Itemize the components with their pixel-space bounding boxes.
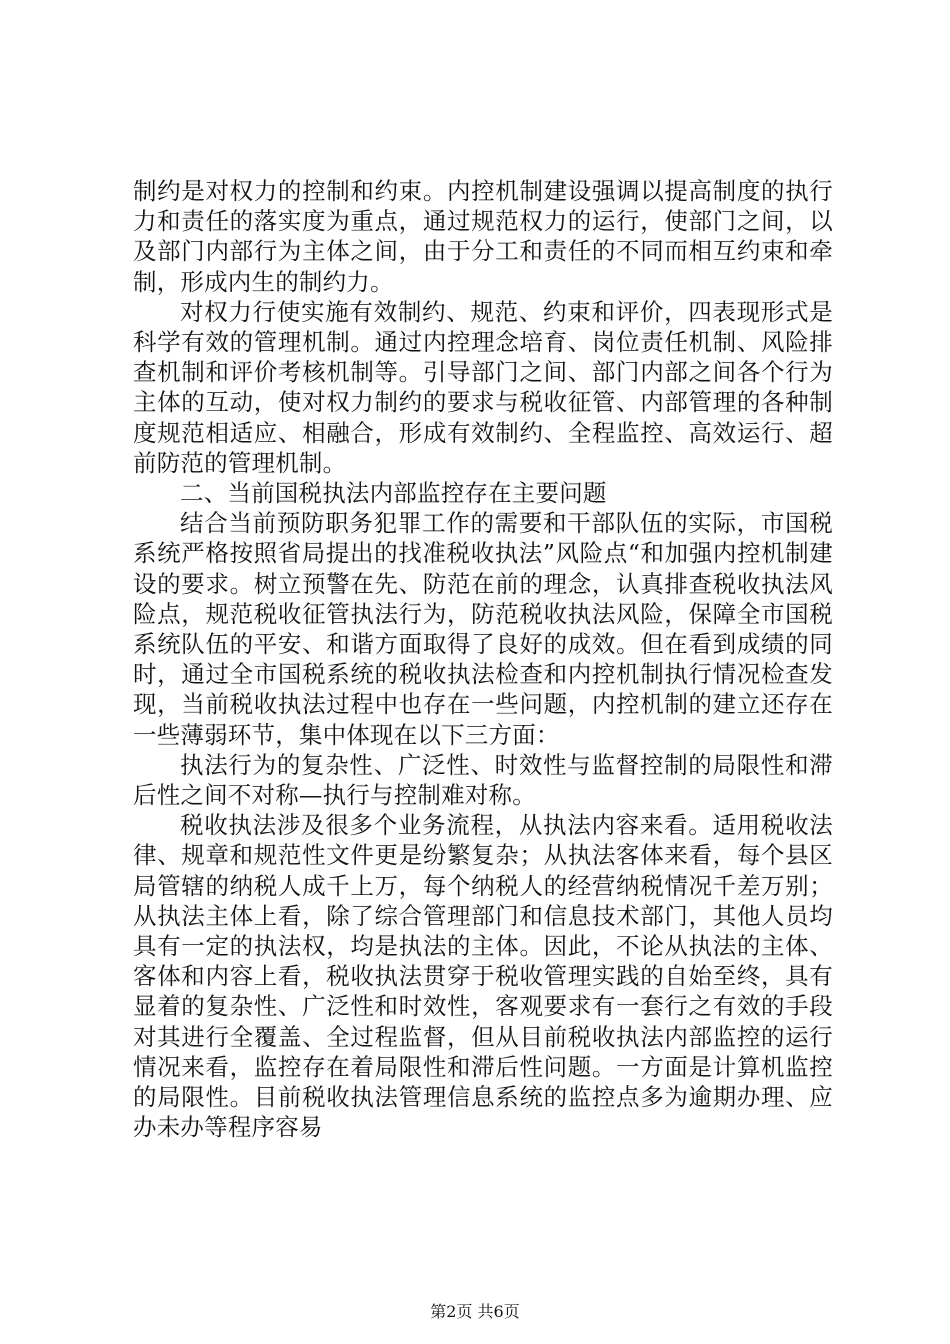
document-body [133, 176, 833, 1143]
paragraph-power-restraint: 对权力行使实施有效制约、规范、约束和评价，四表现形式是科学有效的管理机制。通过内控理念培育、岗位责任机制、风险排查机制和评价考核机制等。引导部门之间、部门内部之间各个行为主体的互动，使对权力制约的要求与税收征管、内部管理的各种制度规范相适应、相融合，形成有效制约、全程监控、高效运行、超前防范的管理机制。 [133, 297, 833, 477]
paragraph-continuation: 制约是对权力的控制和约束。内控机制建设强调以提高制度的执行力和责任的落实度为重点，通过规范权力的运行，使部门之间，以及部门内部行为主体之间，由于分工和责任的不同而相互约束和牵制，形成内生的制约力。 [133, 177, 833, 296]
paragraph-enforcement-complexity: 税收执法涉及很多个业务流程，从执法内容来看。适用税收法律、规章和规范性文件更是纷繁复杂；从执法客体来看，每个县区局管辖的纳税人成千上万，每个纳税人的经营纳税情况千差万别；从执法主体上看，除了综合管理部门和信息技术部门，其他人员均具有一定的执法权，均是执法的主体。因此，不论从执法的主体、客体和内容上看，税收执法贯穿于税收管理实践的自始至终，具有显着的复杂性、广泛性和时效性，客观要求有一套行之有效的手段对其进行全覆盖、全过程监督，但从目前税收执法内部监控的运行情况来看，监控存在着局限性和滞后性问题。一方面是计算机监控的局限性。目前税收执法管理信息系统的监控点多为逾期办理、应办未办等程序容易 [133, 811, 833, 1142]
paragraph-current-situation: 结合当前预防职务犯罪工作的需要和干部队伍的实际，市国税系统严格按照省局提出的找准税收执法”风险点“和加强内控机制建设的要求。树立预警在先、防范在前的理念，认真排查税收执法风险点，规范税收征管执法行为，防范税收执法风险，保障全市国税系统队伍的平安、和谐方面取得了良好的成效。但在看到成绩的同时，通过全市国税系统的税收执法检查和内控机制执行情况检查发现，当前税收执法过程中也存在一些问题，内控机制的建立还存在一些薄弱环节，集中体现在以下三方面： [133, 509, 833, 749]
page-number-footer: 第2页 共6页 [430, 1302, 520, 1321]
paragraph-asymmetry: 执法行为的复杂性、广泛性、时效性与监督控制的局限性和滞后性之间不对称—执行与控制难对称。 [133, 750, 833, 810]
section-heading-main-problems: 二、当前国税执法内部监控存在主要问题 [180, 479, 607, 508]
